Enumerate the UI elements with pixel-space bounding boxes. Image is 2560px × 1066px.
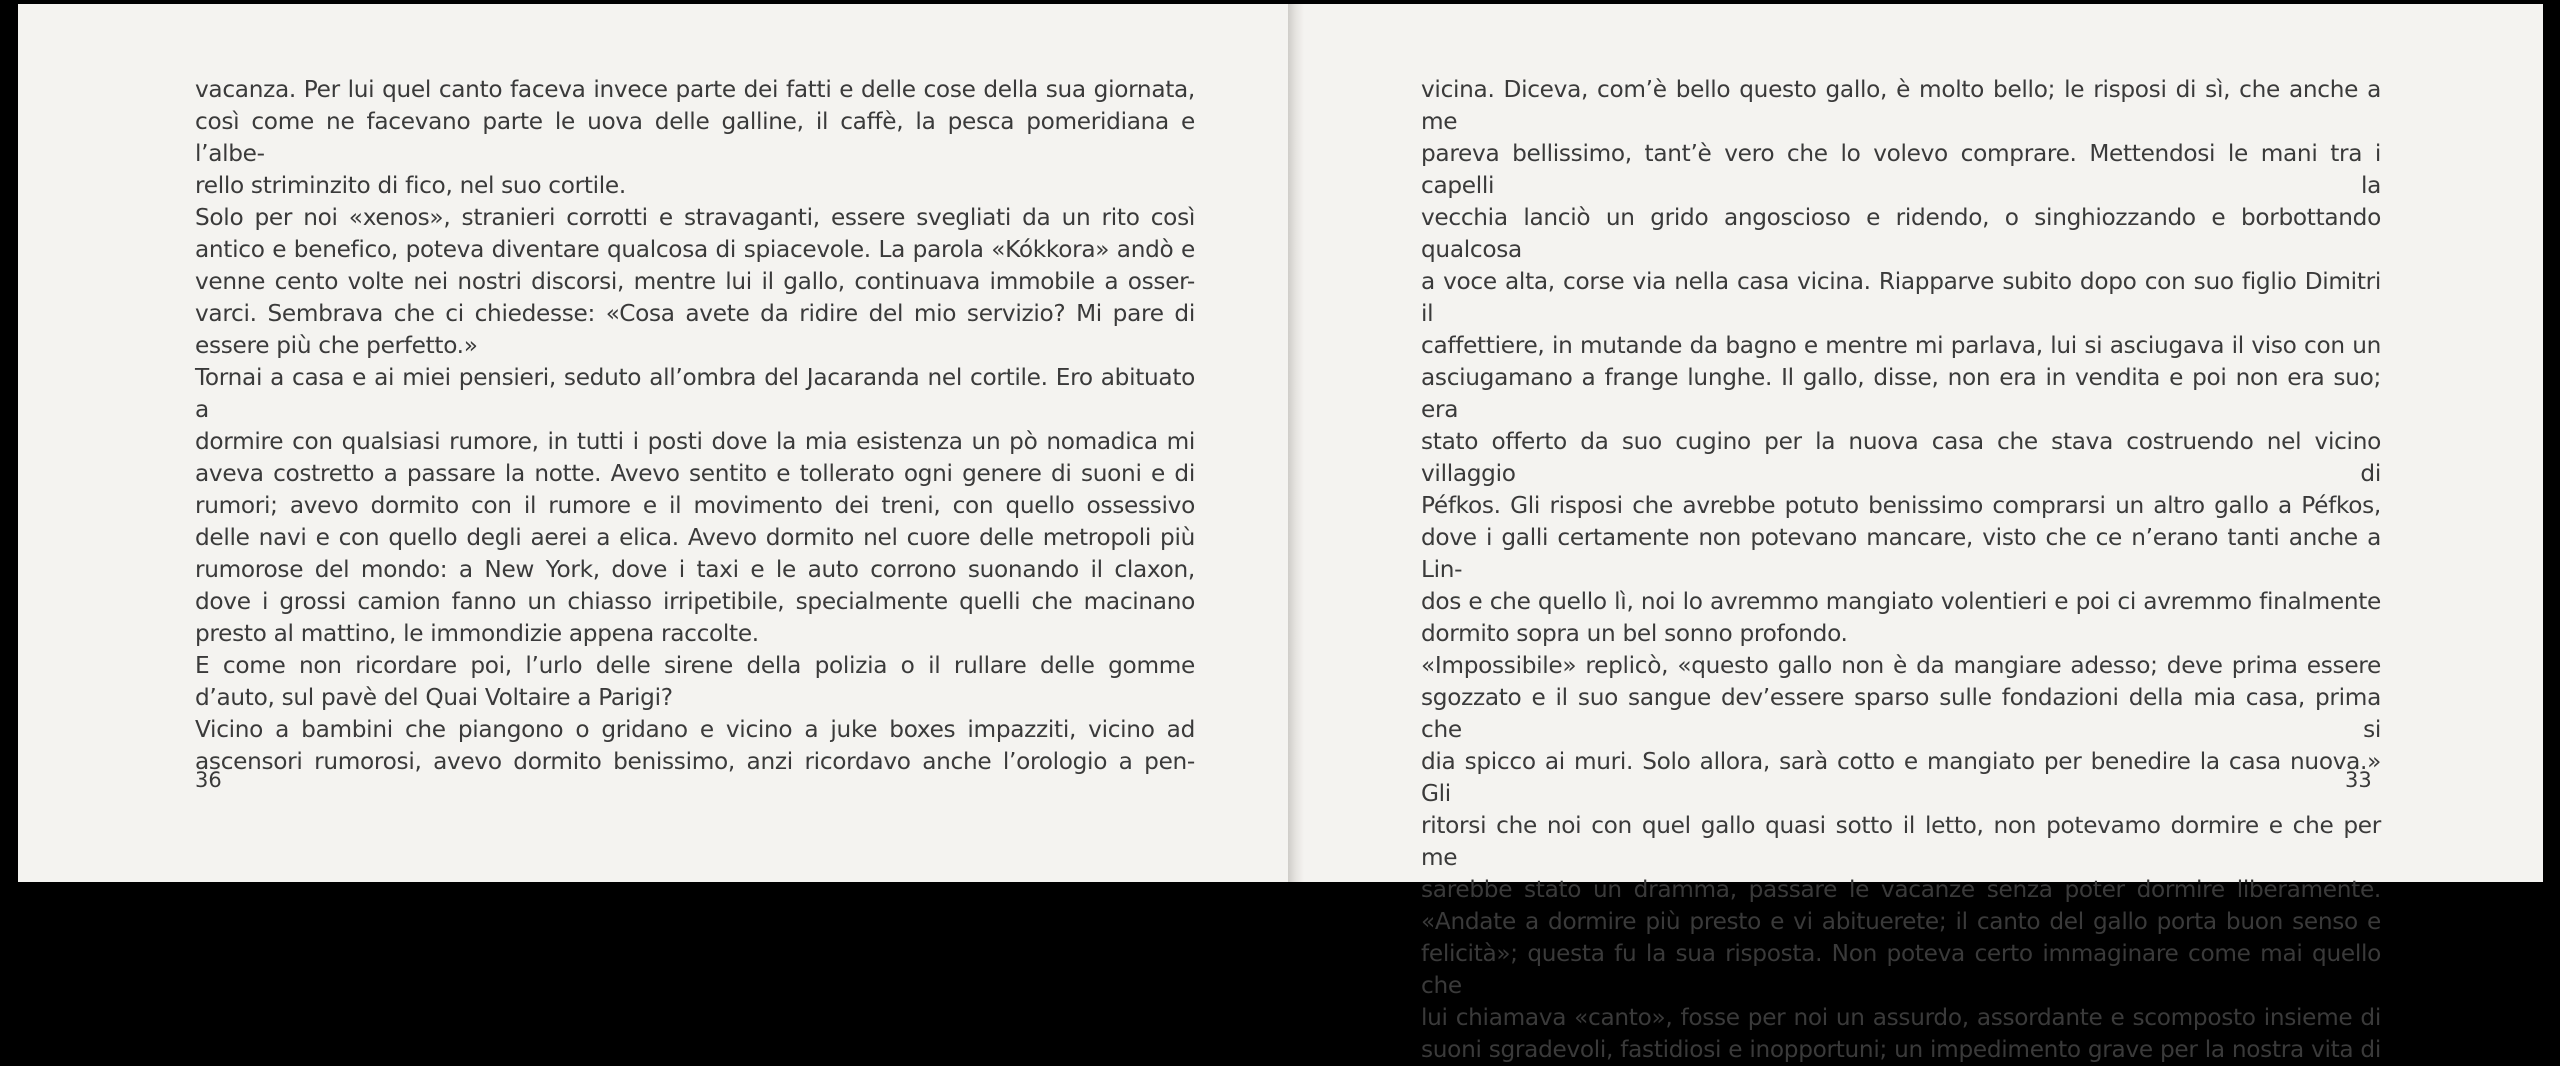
right-page-number: 33 (2345, 768, 2372, 792)
text-line: «Impossibile» replicò, «questo gallo non è da mangiare adesso; deve prima essere (1421, 652, 2381, 679)
text-line: vecchia lanciò un grido angoscioso e ridendo, o singhiozzando e borbottando qualcosa (1421, 204, 2381, 263)
book-gutter-shadow-right (1288, 4, 1304, 882)
text-line: felicità»; questa fu la sua risposta. Non poteva certo immaginare come mai quello che (1421, 940, 2381, 999)
text-line: caffettiere, in mutande da bagno e mentre mi parlava, lui si asciugava il viso con un (1421, 332, 2381, 359)
text-line: rumorose del mondo: a New York, dove i taxi e le auto corrono suonando il claxon, (195, 556, 1195, 583)
text-line: Tornai a casa e ai miei pensieri, seduto all’ombra del Jacaranda nel cortile. Ero abituato a (195, 364, 1195, 423)
text-line: ritorsi che noi con quel gallo quasi sotto il letto, non potevamo dormire e che per me (1421, 812, 2381, 871)
text-line: d’auto, sul pavè del Quai Voltaire a Parigi? (195, 684, 673, 711)
text-line: vacanza. Per lui quel canto faceva invece parte dei fatti e delle cose della sua giornata, (195, 76, 1195, 103)
text-line: presto al mattino, le immondizie appena raccolte. (195, 620, 759, 647)
text-line: ascensori rumorosi, avevo dormito benissimo, anzi ricordavo anche l’orologio a pen- (195, 748, 1195, 775)
text-line: Vicino a bambini che piangono o gridano e vicino a juke boxes impazziti, vicino ad (195, 716, 1195, 743)
text-line: venne cento volte nei nostri discorsi, mentre lui il gallo, continuava immobile a osser- (195, 268, 1195, 295)
text-line: rello striminzito di fico, nel suo cortile. (195, 172, 626, 199)
right-page-text (1421, 74, 2381, 1066)
text-line: Péfkos. Gli risposi che avrebbe potuto benissimo comprarsi un altro gallo a Péfkos, (1421, 492, 2381, 519)
text-line: delle navi e con quello degli aerei a elica. Avevo dormito nel cuore delle metropoli più (195, 524, 1195, 551)
left-page-text (195, 74, 1195, 778)
text-line: E come non ricordare poi, l’urlo delle sirene della polizia o il rullare delle gomme (195, 652, 1195, 679)
text-line: dos e che quello lì, noi lo avremmo mangiato volentieri e poi ci avremmo finalmente (1421, 588, 2381, 615)
text-line: pareva bellissimo, tant’è vero che lo volevo comprare. Mettendosi le mani tra i capelli la (1421, 140, 2381, 199)
text-line: sgozzato e il suo sangue dev’essere sparso sulle fondazioni della mia casa, prima che si (1421, 684, 2381, 743)
text-line: varci. Sembrava che ci chiedesse: «Cosa avete da ridire del mio servizio? Mi pare di (195, 300, 1195, 327)
text-line: così come ne facevano parte le uova delle galline, il caffè, la pesca pomeridiana e l’albe- (195, 108, 1195, 167)
text-line: aveva costretto a passare la notte. Avevo sentito e tollerato ogni genere di suoni e di (195, 460, 1195, 487)
text-line: dove i grossi camion fanno un chiasso irripetibile, specialmente quelli che macinano (195, 588, 1195, 615)
text-line: «Andate a dormire più presto e vi abituerete; il canto del gallo porta buon senso e (1421, 908, 2381, 935)
text-line: antico e benefico, poteva diventare qualcosa di spiacevole. La parola «Kókkora» andò e (195, 236, 1195, 263)
text-line: rumori; avevo dormito con il rumore e il movimento dei treni, con quello ossessivo (195, 492, 1195, 519)
text-line: dia spicco ai muri. Solo allora, sarà cotto e mangiato per benedire la casa nuova.» Gli (1421, 748, 2381, 807)
left-page-number: 36 (195, 768, 222, 792)
text-line: suoni sgradevoli, fastidiosi e inopportuni; un impedimento grave per la nostra vita di (1421, 1036, 2381, 1063)
text-line: dormito sopra un bel sonno profondo. (1421, 620, 1848, 647)
text-line: vicina. Diceva, com’è bello questo gallo, è molto bello; le risposi di sì, che anche a me (1421, 76, 2381, 135)
text-line: sarebbe stato un dramma, passare le vacanze senza poter dormire liberamente. (1421, 876, 2381, 903)
text-line: lui chiamava «canto», fosse per noi un assurdo, assordante e scomposto insieme di (1421, 1004, 2381, 1031)
text-line: dormire con qualsiasi rumore, in tutti i posti dove la mia esistenza un pò nomadica mi (195, 428, 1195, 455)
text-line: asciugamano a frange lunghe. Il gallo, disse, non era in vendita e poi non era suo; era (1421, 364, 2381, 423)
text-line: stato offerto da suo cugino per la nuova casa che stava costruendo nel vicino villaggio di (1421, 428, 2381, 487)
text-line: essere più che perfetto.» (195, 332, 478, 359)
text-line: a voce alta, corse via nella casa vicina. Riapparve subito dopo con suo figlio Dimitri il (1421, 268, 2381, 327)
text-line: dove i galli certamente non potevano mancare, visto che ce n’erano tanti anche a Lin- (1421, 524, 2381, 583)
text-line: Solo per noi «xenos», stranieri corrotti e stravaganti, essere svegliati da un rito così (195, 204, 1195, 231)
